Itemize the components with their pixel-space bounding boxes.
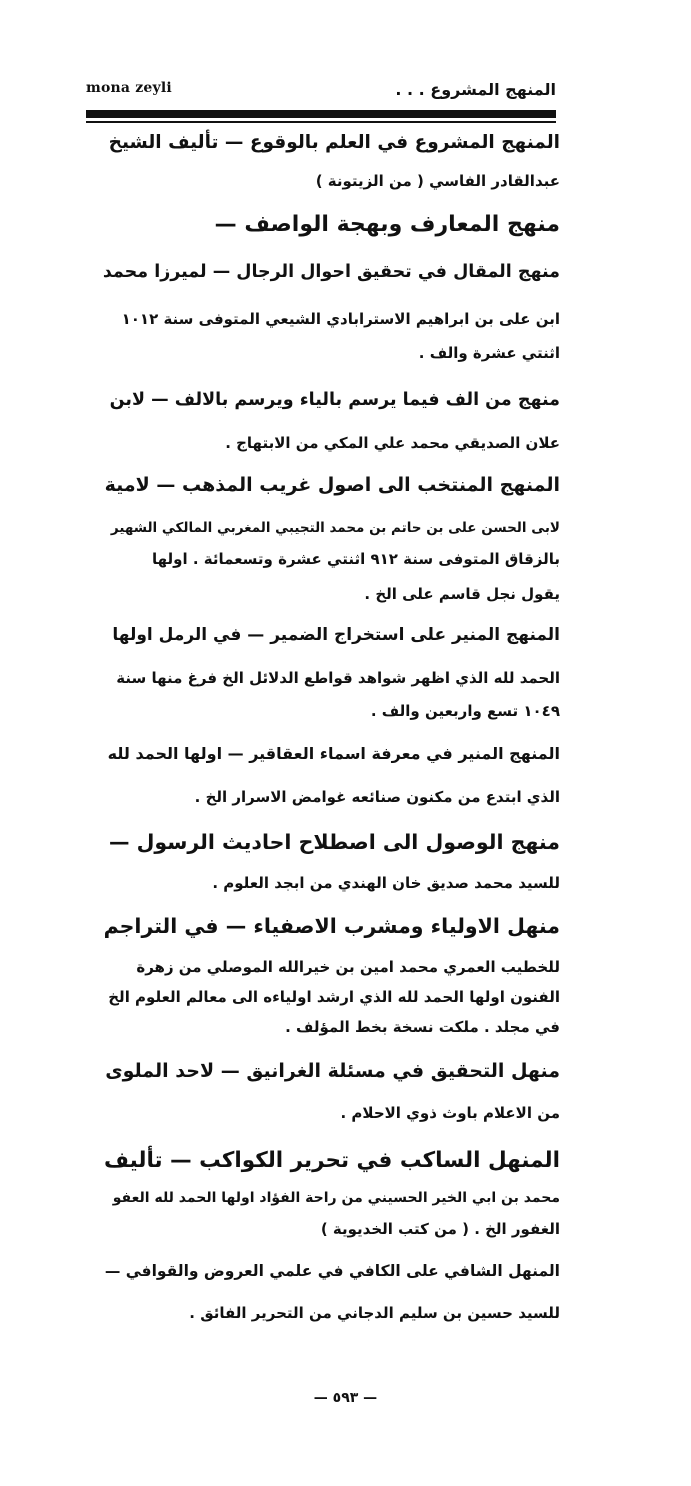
header-running-title: المنهج المشروع . . . bbox=[395, 80, 556, 99]
page-header bbox=[86, 80, 556, 110]
entry-title-line: منهج من الف فيما يرسم بالياء ويرسم بالالف — لابن bbox=[109, 390, 560, 410]
entry-text-line: الذي ابتدع من مكنون صنائعه غوامض الاسرار الخ . bbox=[194, 788, 560, 806]
entry-text-line: بالزقاق المتوفى سنة ٩١٢ اثنتي عشرة وتسعمائة . اولها bbox=[152, 550, 560, 568]
entry-title-line: منهج الوصول الى اصطلاح احاديث الرسول — bbox=[108, 830, 560, 854]
entry-title-line: المنهل الساكب في تحرير الكواكب — تأليف bbox=[104, 1148, 560, 1173]
entry-title-line: منهل التحقيق في مسئلة الغرانيق — لاحد الملوى bbox=[105, 1060, 560, 1082]
entry-text-line: ١٠٤٩ تسع واربعين والف . bbox=[370, 702, 560, 720]
entry-text-line: للسيد محمد صديق خان الهندي من ابجد العلوم . bbox=[212, 874, 560, 892]
entry-title-line: منهل الاولياء ومشرب الاصفياء — في التراجم bbox=[103, 914, 560, 938]
entry-text-line: الحمد لله الذي اظهر شواهد قواطع الدلائل الخ فرغ منها سنة bbox=[116, 669, 560, 687]
entry-title-line: المنهل الشافي على الكافي في علمي العروض والقوافي — bbox=[104, 1262, 560, 1280]
header-rule-thin bbox=[86, 121, 556, 123]
page-number: — ٥٩٣ — bbox=[313, 1390, 378, 1406]
entry-text-line: للخطيب العمري محمد امين بن خيرالله الموصلي من زهرة bbox=[136, 958, 560, 976]
entry-title-line: المنهج المنير في معرفة اسماء العقاقير — اولها الحمد لله bbox=[107, 744, 560, 763]
entry-text-line: في مجلد . ملكت نسخة بخط المؤلف . bbox=[285, 1018, 560, 1036]
entry-text-line: اثنتي عشرة والف . bbox=[418, 344, 560, 362]
entry-title-line: منهج المقال في تحقيق احوال الرجال — لميرزا محمد bbox=[102, 262, 560, 282]
entry-text-line: من الاعلام باوث ذوي الاحلام . bbox=[340, 1104, 560, 1122]
header-rule-thick bbox=[86, 110, 556, 118]
entry-text-line: لابى الحسن على بن حاتم بن محمد التجيبي المغربي المالكي الشهير bbox=[110, 520, 560, 536]
entry-text-line: يقول نجل قاسم على الخ . bbox=[364, 585, 560, 603]
entry-text-line: للسيد حسين بن سليم الدجاني من التحرير الفائق . bbox=[189, 1304, 560, 1322]
entry-text-line: عبدالقادر الفاسي ( من الزيتونة ) bbox=[315, 172, 560, 190]
entry-title-line: المنهج المنتخب الى اصول غريب المذهب — لامية bbox=[104, 474, 560, 496]
entry-title-line: المنهج المشروع في العلم بالوقوع — تأليف الشيخ bbox=[108, 132, 560, 153]
entry-text-line: ابن على بن ابراهيم الاسترابادي الشيعي المتوفى سنة ١٠١٢ bbox=[121, 310, 560, 328]
entry-text-line: الفنون اولها الحمد لله الذي ارشد اولياءه الى معالم العلوم الخ bbox=[108, 988, 560, 1006]
entry-text-line: محمد بن ابي الخير الحسيني من راحة الفؤاد اولها الحمد لله العفو bbox=[112, 1190, 560, 1206]
entry-text-line: علان الصديقي محمد علي المكي من الابتهاج . bbox=[225, 434, 560, 452]
entry-title-line: منهج المعارف وبهجة الواصف — bbox=[214, 212, 560, 237]
entry-title-line: المنهج المنير على استخراج الضمير — في الرمل اولها bbox=[112, 625, 560, 645]
header-left-text: mona zeyli bbox=[86, 80, 172, 96]
entry-text-line: الغفور الخ . ( من كتب الخديوية ) bbox=[320, 1220, 560, 1238]
